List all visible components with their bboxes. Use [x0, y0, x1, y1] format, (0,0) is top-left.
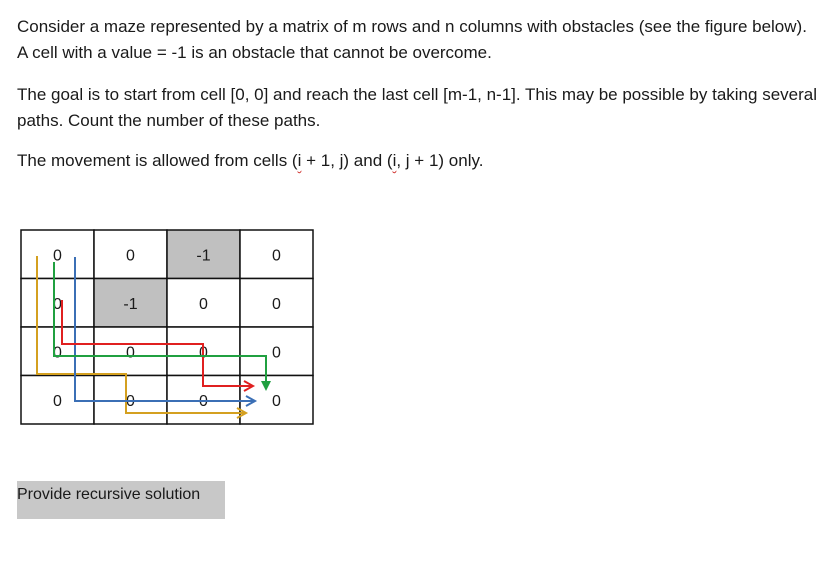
maze-cell-value: -1 — [196, 247, 211, 265]
movement-text-mid: + 1, j) and ( — [301, 151, 393, 170]
maze-cell-value: 0 — [126, 344, 135, 362]
maze-cell-value: 0 — [53, 247, 62, 265]
recursive-solution-highlight — [17, 481, 225, 519]
maze-cell-value: 0 — [199, 295, 208, 313]
spellcheck-i-2: i — [392, 151, 397, 170]
maze-cell-value: 0 — [199, 392, 208, 410]
maze-cell-value: 0 — [53, 295, 62, 313]
maze-cell-value: 0 — [199, 344, 208, 362]
maze-cell-value: 0 — [272, 344, 281, 362]
maze-cell-value: 0 — [272, 295, 281, 313]
problem-text-2: The goal is to start from cell [0, 0] and reach the last cell [m-1, n-1]. This may be possible by taking several paths. Count the number of these paths. — [17, 85, 817, 130]
maze-cell-value: 0 — [53, 344, 62, 362]
maze-cell-value: 0 — [272, 247, 281, 265]
maze-grid — [21, 230, 313, 424]
maze-cell-value: 0 — [53, 392, 62, 410]
maze-cell-value: 0 — [272, 392, 281, 410]
problem-text-1: Consider a maze represented by a matrix of m rows and n columns with obstacles (see the figure below). A cell with a value = -1 is an obstacle that cannot be overcome. — [17, 17, 807, 62]
maze-cell-value: -1 — [123, 295, 138, 313]
recursive-solution-label: Provide recursive solution — [17, 486, 201, 503]
maze-cell-value: 0 — [126, 247, 135, 265]
movement-text-suffix: , j + 1) only. — [396, 151, 484, 170]
movement-text-prefix: The movement is allowed from cells ( — [17, 151, 298, 170]
maze-cell-value: 0 — [126, 392, 135, 410]
spellcheck-i-1: i — [297, 151, 302, 170]
